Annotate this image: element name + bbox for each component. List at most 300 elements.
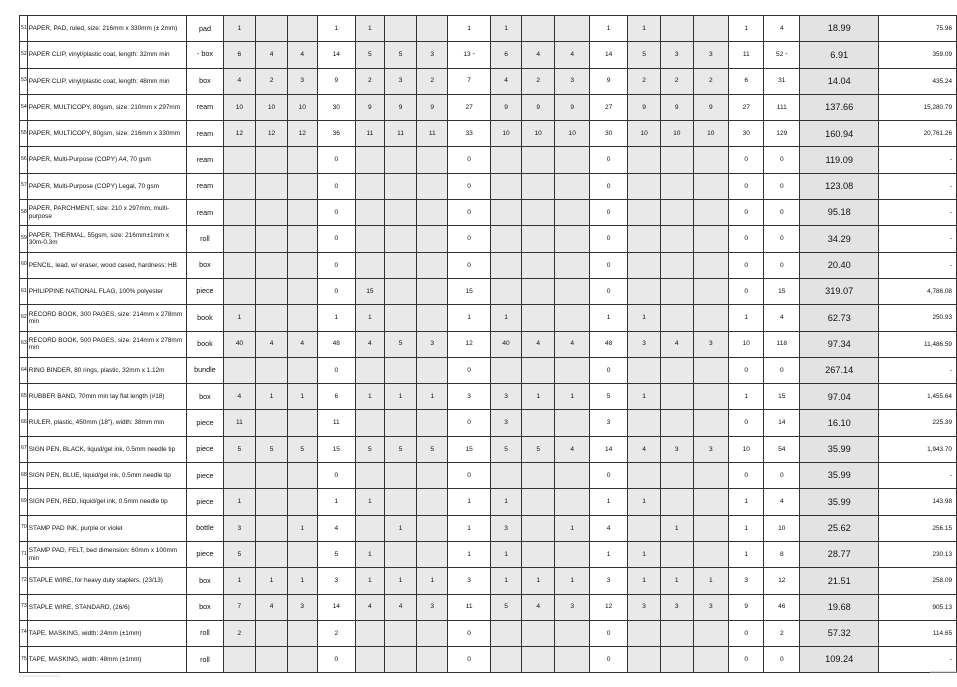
quarter-total xyxy=(729,331,764,357)
table-row xyxy=(20,200,957,226)
quantity-value: 7 xyxy=(237,603,242,611)
quantity-value: 3 xyxy=(674,51,679,59)
quantity-value: 2 xyxy=(708,77,713,85)
unit-label: box xyxy=(199,76,211,86)
quarter-total xyxy=(448,384,491,410)
quantity-value: 11 xyxy=(332,419,340,427)
monthly-quantity xyxy=(521,647,555,673)
quantity-value: 1 xyxy=(536,577,541,585)
quarter-total xyxy=(589,436,627,462)
quantity-value: 27 xyxy=(465,103,473,111)
monthly-quantity xyxy=(355,94,384,120)
monthly-quantity xyxy=(223,463,256,489)
monthly-quantity xyxy=(355,568,384,594)
quarter-total xyxy=(448,647,491,673)
total-amount: 4,786.08 xyxy=(879,278,957,304)
quantity-value: 1 xyxy=(398,393,403,401)
monthly-quantity xyxy=(355,305,384,331)
monthly-quantity xyxy=(417,620,448,646)
monthly-quantity xyxy=(355,42,384,68)
monthly-quantity xyxy=(223,252,256,278)
quantity-value: 1 xyxy=(368,550,372,558)
monthly-quantity xyxy=(628,252,661,278)
quantity-value: 10 xyxy=(502,130,510,138)
table-row xyxy=(20,384,957,410)
quantity-value: 6 xyxy=(744,77,749,85)
unit-price: 25.62 xyxy=(800,515,879,541)
quarter-total xyxy=(729,541,764,567)
quantity-value: 1 xyxy=(467,498,471,506)
quarter-total xyxy=(729,94,764,120)
quantity-value: 1 xyxy=(237,314,242,322)
quantity-value: 11 xyxy=(397,130,405,138)
quantity-value: 10 xyxy=(640,130,648,138)
quarter-total xyxy=(589,620,627,646)
monthly-quantity xyxy=(384,515,417,541)
monthly-quantity xyxy=(223,200,256,226)
monthly-quantity xyxy=(660,42,693,68)
monthly-quantity xyxy=(417,489,448,515)
quantity-value: 3 xyxy=(398,77,403,85)
item-number: 73 xyxy=(20,594,28,620)
monthly-quantity xyxy=(355,410,384,436)
quantity-value: 9 xyxy=(606,77,611,85)
item-description: PAPER, PARCHMENT, size: 210 x 297mm, multi-purpose xyxy=(27,200,187,226)
monthly-quantity xyxy=(628,489,661,515)
monthly-quantity xyxy=(660,94,693,120)
monthly-quantity xyxy=(223,331,256,357)
quantity-value: 1 xyxy=(398,524,403,532)
quantity-value: 1 xyxy=(744,524,749,532)
monthly-quantity xyxy=(521,68,555,94)
table-row xyxy=(20,620,957,646)
quantity-value: 0 xyxy=(744,419,749,427)
monthly-quantity xyxy=(628,121,661,147)
total-quantity xyxy=(764,568,800,594)
quantity-value: 33 xyxy=(465,130,473,138)
quantity-value: 9 xyxy=(368,103,372,111)
table-row xyxy=(20,147,957,173)
quantity-value: 0 xyxy=(744,261,749,269)
monthly-quantity xyxy=(628,541,661,567)
monthly-quantity xyxy=(693,278,728,304)
total-amount: - xyxy=(879,357,957,383)
monthly-quantity xyxy=(693,357,728,383)
quantity-value: 4 xyxy=(269,51,274,59)
quantity-value: 0 xyxy=(334,655,339,663)
monthly-quantity xyxy=(355,226,384,252)
unit-price: 137.66 xyxy=(800,94,879,120)
quantity-value: 52 xyxy=(776,50,784,58)
unit-label: roll xyxy=(200,628,210,638)
quantity-value: 3 xyxy=(708,340,713,348)
monthly-quantity xyxy=(521,200,555,226)
quarter-total xyxy=(448,226,491,252)
monthly-quantity xyxy=(555,278,590,304)
quantity-value: 14 xyxy=(604,445,613,453)
quarter-total xyxy=(729,515,764,541)
monthly-quantity xyxy=(384,331,417,357)
quantity-value: 1 xyxy=(504,498,508,506)
monthly-quantity xyxy=(555,357,590,383)
monthly-quantity xyxy=(555,647,590,673)
monthly-quantity xyxy=(355,436,384,462)
unit-of-measure xyxy=(187,16,223,42)
table-row xyxy=(20,226,957,252)
quantity-value: 3 xyxy=(467,577,471,585)
quarter-total xyxy=(729,357,764,383)
quantity-value: 1 xyxy=(368,393,372,401)
monthly-quantity xyxy=(555,173,590,199)
quarter-total xyxy=(317,68,355,94)
item-number: 75 xyxy=(20,647,28,673)
monthly-quantity xyxy=(660,384,693,410)
monthly-quantity xyxy=(628,200,661,226)
quarter-total xyxy=(729,410,764,436)
monthly-quantity xyxy=(384,278,417,304)
quantity-value: 0 xyxy=(467,629,471,637)
quantity-value: 0 xyxy=(606,287,611,295)
unit-of-measure xyxy=(187,68,223,94)
quantity-value: 9 xyxy=(570,103,575,111)
item-description: PAPER CLIP, vinyl/plastic coat, length: 48mm min xyxy=(27,68,187,94)
monthly-quantity xyxy=(384,620,417,646)
quarter-total xyxy=(448,200,491,226)
quarter-total xyxy=(448,68,491,94)
monthly-quantity xyxy=(287,200,317,226)
unit-label: bundle xyxy=(194,365,216,375)
quantity-value: 4 xyxy=(779,498,784,506)
item-number: 52 xyxy=(20,42,28,68)
monthly-quantity xyxy=(223,384,256,410)
monthly-quantity xyxy=(521,305,555,331)
monthly-quantity xyxy=(491,384,522,410)
table-row xyxy=(20,357,957,383)
quantity-value: 15 xyxy=(332,445,340,453)
quarter-total xyxy=(448,568,491,594)
total-amount: 230.13 xyxy=(879,541,957,567)
quarter-total xyxy=(729,463,764,489)
quantity-value: 9 xyxy=(536,103,541,111)
quantity-value: 48 xyxy=(604,340,613,348)
quantity-value: 0 xyxy=(334,366,339,374)
quarter-total xyxy=(448,278,491,304)
monthly-quantity xyxy=(355,121,384,147)
quantity-value: 0 xyxy=(467,208,471,216)
quantity-value: 1 xyxy=(642,24,646,32)
unit-price: 95.18 xyxy=(800,200,879,226)
monthly-quantity xyxy=(287,594,317,620)
table-row xyxy=(20,42,957,68)
quantity-value: 1 xyxy=(606,498,611,506)
quantity-value: 1 xyxy=(269,577,274,585)
monthly-quantity xyxy=(417,42,448,68)
quarter-total xyxy=(589,147,627,173)
monthly-quantity xyxy=(660,410,693,436)
monthly-quantity xyxy=(256,384,288,410)
monthly-quantity xyxy=(223,410,256,436)
monthly-quantity xyxy=(491,68,522,94)
quantity-value: 0 xyxy=(779,182,784,190)
quarter-total xyxy=(448,173,491,199)
quantity-value: 0 xyxy=(334,287,339,295)
quantity-value: 4 xyxy=(570,51,575,59)
monthly-quantity xyxy=(355,173,384,199)
total-amount: - xyxy=(879,147,957,173)
total-quantity xyxy=(764,68,800,94)
monthly-quantity xyxy=(223,16,256,42)
quantity-value: 3 xyxy=(430,51,435,59)
quarter-total xyxy=(448,410,491,436)
monthly-quantity xyxy=(384,410,417,436)
monthly-quantity xyxy=(555,94,590,120)
monthly-quantity xyxy=(287,515,317,541)
monthly-quantity xyxy=(555,121,590,147)
item-number: 55 xyxy=(20,121,28,147)
quantity-value: 7 xyxy=(467,77,471,85)
quarter-total xyxy=(317,226,355,252)
monthly-quantity xyxy=(287,94,317,120)
item-number: 72 xyxy=(20,568,28,594)
monthly-quantity xyxy=(491,226,522,252)
quarter-total xyxy=(589,568,627,594)
item-number: 56 xyxy=(20,147,28,173)
monthly-quantity xyxy=(287,489,317,515)
monthly-quantity xyxy=(417,252,448,278)
monthly-quantity xyxy=(521,121,555,147)
quarter-total xyxy=(729,200,764,226)
quantity-value: 0 xyxy=(606,629,611,637)
monthly-quantity xyxy=(417,68,448,94)
quantity-value: 3 xyxy=(237,524,242,532)
quantity-value: 0 xyxy=(606,182,611,190)
quantity-value: 3 xyxy=(674,603,679,611)
unit-price: 109.24 xyxy=(800,647,879,673)
monthly-quantity xyxy=(256,121,288,147)
item-number: 64 xyxy=(20,357,28,383)
total-quantity xyxy=(764,620,800,646)
quantity-value: 0 xyxy=(334,471,339,479)
monthly-quantity xyxy=(287,16,317,42)
monthly-quantity xyxy=(660,594,693,620)
quantity-value: 0 xyxy=(334,156,339,164)
quarter-total xyxy=(589,278,627,304)
monthly-quantity xyxy=(555,252,590,278)
unit-of-measure xyxy=(187,173,223,199)
monthly-quantity xyxy=(521,463,555,489)
quantity-value: 4 xyxy=(674,340,679,348)
monthly-quantity xyxy=(491,278,522,304)
monthly-quantity xyxy=(491,42,522,68)
monthly-quantity xyxy=(223,620,256,646)
monthly-quantity xyxy=(628,147,661,173)
unit-of-measure xyxy=(187,541,223,567)
unit-price: 123.08 xyxy=(800,173,879,199)
quantity-value: 10 xyxy=(707,130,715,138)
quantity-value: 27 xyxy=(742,103,750,111)
quantity-value: 1 xyxy=(334,24,339,32)
monthly-quantity xyxy=(660,252,693,278)
monthly-quantity xyxy=(287,147,317,173)
monthly-quantity xyxy=(223,436,256,462)
quantity-value: 2 xyxy=(674,77,679,85)
quantity-value: 2 xyxy=(237,629,242,637)
total-quantity xyxy=(764,200,800,226)
unit-of-measure xyxy=(187,121,223,147)
quantity-value: 3 xyxy=(744,577,749,585)
quantity-value: 0 xyxy=(744,208,749,216)
quantity-value: 0 xyxy=(606,655,611,663)
total-amount: - xyxy=(879,252,957,278)
item-description: RECORD BOOK, 500 PAGES, size: 214mm x 278mm min xyxy=(27,331,187,357)
quantity-value: 9 xyxy=(398,103,403,111)
quarter-total xyxy=(317,357,355,383)
item-number: 60 xyxy=(20,252,28,278)
monthly-quantity xyxy=(521,357,555,383)
quantity-value: 4 xyxy=(300,340,305,348)
monthly-quantity xyxy=(628,384,661,410)
quantity-value: 3 xyxy=(708,445,713,453)
quantity-value: 46 xyxy=(778,603,786,611)
unit-price: 18.99 xyxy=(800,16,879,42)
quantity-value: 9 xyxy=(642,103,646,111)
unit-of-measure xyxy=(187,226,223,252)
quantity-value: 1 xyxy=(237,577,242,585)
item-number: 68 xyxy=(20,463,28,489)
monthly-quantity xyxy=(223,121,256,147)
table-row xyxy=(20,278,957,304)
unit-price: 28.77 xyxy=(800,541,879,567)
monthly-quantity xyxy=(223,357,256,383)
monthly-quantity xyxy=(287,463,317,489)
total-amount: 905.13 xyxy=(879,594,957,620)
unit-label: box xyxy=(199,260,211,270)
quantity-value: 5 xyxy=(504,603,508,611)
monthly-quantity xyxy=(417,226,448,252)
quantity-value: 8 xyxy=(779,550,784,558)
unit-of-measure xyxy=(187,384,223,410)
quantity-value: 3 xyxy=(467,393,471,401)
total-amount: 225.39 xyxy=(879,410,957,436)
quantity-value: 1 xyxy=(467,524,471,532)
total-quantity xyxy=(764,252,800,278)
quantity-value: 1 xyxy=(744,314,749,322)
monthly-quantity xyxy=(384,305,417,331)
total-quantity xyxy=(764,436,800,462)
table-row xyxy=(20,252,957,278)
quarter-total xyxy=(589,384,627,410)
monthly-quantity xyxy=(521,568,555,594)
unit-price: 160.94 xyxy=(800,121,879,147)
table-row xyxy=(20,489,957,515)
monthly-quantity xyxy=(417,147,448,173)
quantity-value: 3 xyxy=(708,51,713,59)
quantity-value: 4 xyxy=(368,340,372,348)
table-body xyxy=(20,16,957,673)
quantity-value: 9 xyxy=(430,103,435,111)
item-description: STAMP PAD INK, purple or violet xyxy=(27,515,187,541)
quantity-value: 0 xyxy=(779,655,784,663)
quantity-value: 3 xyxy=(334,577,339,585)
quarter-total xyxy=(448,436,491,462)
monthly-quantity xyxy=(660,305,693,331)
monthly-quantity xyxy=(693,94,728,120)
monthly-quantity xyxy=(693,436,728,462)
quantity-value: 6 xyxy=(504,51,508,59)
quarter-total xyxy=(448,331,491,357)
item-description: STAPLE WIRE, for heavy duty staplers, (23/13) xyxy=(27,568,187,594)
quantity-value: 0 xyxy=(467,261,471,269)
quantity-value: 0 xyxy=(334,235,339,243)
item-number: 66 xyxy=(20,410,28,436)
quantity-value: 4 xyxy=(642,445,646,453)
item-number: 65 xyxy=(20,384,28,410)
quarter-total xyxy=(589,121,627,147)
quantity-value: 13 xyxy=(463,50,471,58)
quarter-total xyxy=(448,463,491,489)
quantity-value: 0 xyxy=(779,261,784,269)
quantity-value: 2 xyxy=(642,77,646,85)
monthly-quantity xyxy=(693,252,728,278)
unit-of-measure xyxy=(187,278,223,304)
quarter-total xyxy=(448,357,491,383)
quarter-total xyxy=(589,489,627,515)
quarter-total xyxy=(317,305,355,331)
quantity-value: 30 xyxy=(332,103,340,111)
quantity-value: 0 xyxy=(467,471,471,479)
total-amount: - xyxy=(879,173,957,199)
quantity-value: 1 xyxy=(467,314,471,322)
monthly-quantity xyxy=(355,594,384,620)
monthly-quantity xyxy=(555,620,590,646)
quantity-value: 1 xyxy=(708,577,713,585)
monthly-quantity xyxy=(355,489,384,515)
total-amount: 20,761.26 xyxy=(879,121,957,147)
monthly-quantity xyxy=(521,147,555,173)
total-amount: 256.15 xyxy=(879,515,957,541)
item-description: PAPER, Multi-Purpose (COPY) Legal, 70 gsm xyxy=(27,173,187,199)
monthly-quantity xyxy=(521,226,555,252)
table-row xyxy=(20,594,957,620)
quantity-value: 0 xyxy=(467,156,471,164)
quantity-value: 1 xyxy=(642,550,646,558)
unit-price: 19.68 xyxy=(800,594,879,620)
quantity-value: 1 xyxy=(368,577,372,585)
quarter-total xyxy=(317,200,355,226)
monthly-quantity xyxy=(693,647,728,673)
item-description: STAPLE WIRE, STANDARD, (26/6) xyxy=(27,594,187,620)
quantity-value: 2 xyxy=(334,629,339,637)
item-description: TAPE, MASKING, width: 24mm (±1mm) xyxy=(27,620,187,646)
monthly-quantity xyxy=(223,568,256,594)
item-description: PAPER, Multi-Purpose (COPY) A4, 70 gsm xyxy=(27,147,187,173)
monthly-quantity xyxy=(660,226,693,252)
monthly-quantity xyxy=(256,278,288,304)
monthly-quantity xyxy=(628,568,661,594)
quarter-total xyxy=(448,305,491,331)
quantity-value: 4 xyxy=(334,524,339,532)
quantity-value: 0 xyxy=(334,208,339,216)
monthly-quantity xyxy=(491,568,522,594)
monthly-quantity xyxy=(256,305,288,331)
monthly-quantity xyxy=(223,541,256,567)
monthly-quantity xyxy=(660,16,693,42)
quantity-value: 3 xyxy=(504,524,508,532)
unit-label: piece xyxy=(196,417,214,427)
quantity-value: 118 xyxy=(776,340,788,348)
unit-of-measure xyxy=(187,647,223,673)
unit-label: roll xyxy=(200,233,210,243)
